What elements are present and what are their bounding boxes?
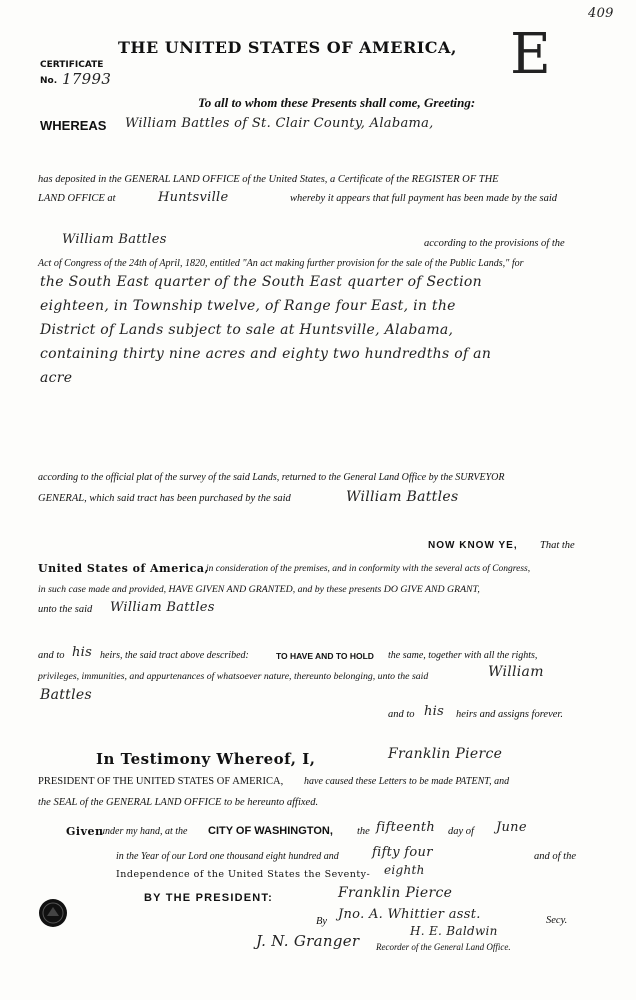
grant-line: in such case made and provided, HAVE GIVEN AND GRANTED, and by these presents DO GIVE AND GRANT,: [38, 584, 480, 595]
recorder-signature: J. N. Granger: [256, 932, 360, 950]
assigns-pre: and to: [388, 709, 415, 720]
provisions-text: according to the provisions of the: [424, 238, 565, 249]
seal-line: the SEAL of the GENERAL LAND OFFICE to be hereunto affixed.: [38, 797, 319, 808]
now-know-ye: NOW KNOW YE,: [428, 540, 518, 551]
survey-line-2: GENERAL, which said tract has been purchased by the said: [38, 493, 291, 504]
assigns-handwriting: his: [424, 704, 445, 719]
heirs-pre: and to: [38, 650, 65, 661]
grantee-handwriting-2a: William: [488, 664, 544, 680]
page-number: 409: [588, 6, 614, 21]
description-line-4: containing thirty nine acres and eighty two hundredths of an: [40, 346, 492, 362]
day-handwriting: fifteenth: [376, 820, 436, 835]
baldwin-signature: H. E. Baldwin: [410, 924, 498, 938]
certificate-label: CERTIFICATE: [40, 60, 104, 70]
act-line: Act of Congress of the 24th of April, 1820, entitled "An act making further provision for the sale of the Public Lands," for: [38, 258, 524, 269]
year-handwriting: fifty four: [372, 845, 433, 860]
president-handwriting: Franklin Pierce: [388, 746, 503, 762]
secretary-signature: Jno. A. Whittier asst.: [338, 907, 481, 922]
heirs-handwriting: his: [72, 645, 93, 660]
day-of: day of: [448, 826, 474, 837]
certificate-number: 17993: [62, 70, 112, 88]
grantee-handwriting: William Battles: [110, 600, 215, 615]
heirs-text: heirs, the said tract above described:: [100, 650, 249, 661]
president-line-tail: have caused these Letters to be made PATENT, and: [304, 776, 510, 787]
deposit-line-2-pre: LAND OFFICE at: [38, 193, 116, 204]
document-title: THE UNITED STATES OF AMERICA,: [118, 38, 457, 57]
given-text: under my hand, at the: [100, 826, 188, 837]
secretary-label: Secy.: [546, 915, 568, 926]
assigns-post: heirs and assigns forever.: [456, 709, 563, 720]
description-line-5: acre: [40, 370, 73, 386]
united-states-blackletter: United States of America,: [38, 562, 209, 575]
certificate-no-label: No.: [40, 76, 58, 86]
whereas-label: WHEREAS: [40, 118, 107, 133]
corner-letter: E: [510, 22, 552, 87]
independence-handwriting: eighth: [384, 863, 425, 877]
unto-said: unto the said: [38, 604, 93, 615]
now-know-ye-tail: That the: [540, 540, 575, 551]
by-the-president: BY THE PRESIDENT:: [144, 892, 273, 904]
deposit-line-1: has deposited in the GENERAL LAND OFFICE of the United States, a Certificate of the REGISTER OF THE: [38, 174, 499, 185]
greeting: To all to whom these Presents shall come, Greeting:: [198, 95, 476, 110]
testimony-blackletter: In Testimony Whereof, I,: [96, 750, 316, 768]
month-handwriting: June: [496, 820, 527, 835]
independence-text: Independence of the United States the Seventy-: [116, 869, 371, 880]
recorder-label: Recorder of the General Land Office.: [376, 942, 511, 952]
whereas-handwriting: William Battles of St. Clair County, Alabama,: [125, 116, 434, 131]
consideration-text: in consideration of the premises, and in conformity with the several acts of Congress,: [206, 564, 531, 574]
grantee-handwriting-2b: Battles: [40, 687, 92, 703]
description-line-2: eighteen, in Township twelve, of Range four East, in the: [40, 298, 456, 314]
land-office-handwriting: Huntsville: [158, 190, 229, 205]
given-blackletter: Given: [66, 825, 104, 838]
to-have-tail: the same, together with all the rights,: [388, 650, 538, 661]
to-have-to-hold: TO HAVE AND TO HOLD: [276, 651, 374, 661]
year-line-post: and of the: [534, 851, 576, 862]
purchaser-handwriting: William Battles: [346, 489, 459, 505]
description-line-3: District of Lands subject to sale at Huntsville, Alabama,: [40, 322, 454, 338]
president-line: PRESIDENT OF THE UNITED STATES OF AMERICA,: [38, 776, 284, 787]
year-line-pre: in the Year of our Lord one thousand eight hundred and: [116, 851, 339, 862]
privileges-line: privileges, immunities, and appurtenances of whatsoever nature, thereunto belonging, unto the said: [38, 671, 429, 682]
city-of-washington: CITY OF WASHINGTON,: [208, 825, 333, 837]
deposit-line-2-post: whereby it appears that full payment has been made by the said: [290, 193, 558, 204]
description-line-1: the South East quarter of the South East quarter of Section: [40, 274, 482, 290]
by-label: By: [316, 916, 328, 927]
survey-line-1: according to the official plat of the survey of the said Lands, returned to the General Land Office by the SURVEYOR: [38, 472, 505, 483]
the-word: the: [357, 826, 370, 837]
seal-icon: [38, 898, 68, 928]
president-signature: Franklin Pierce: [338, 885, 453, 901]
payer-handwriting: William Battles: [62, 232, 167, 247]
